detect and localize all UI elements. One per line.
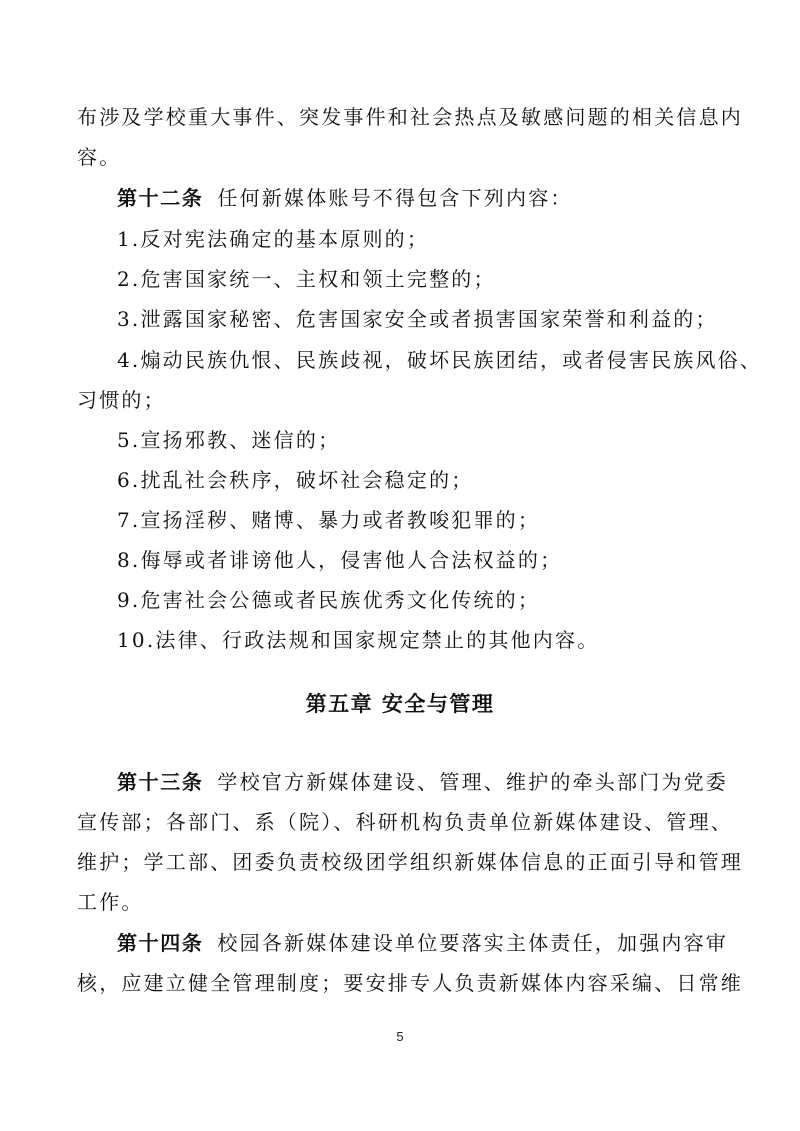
- list-item: 8.侮辱或者诽谤他人，侵害他人合法权益的；: [117, 548, 563, 572]
- article-13-paragraph: [0, 768, 800, 796]
- article-12-label: 第十二条: [117, 186, 204, 210]
- paragraph-line: 布涉及学校重大事件、突发事件和社会热点及敏感问题的相关信息内: [77, 105, 743, 129]
- paragraph-line: 容。: [77, 145, 122, 169]
- article-13-label: 第十三条: [117, 770, 204, 794]
- list-item: 3.泄露国家秘密、危害国家安全或者损害国家荣誉和利益的；: [117, 307, 718, 331]
- list-item-continuation: 习惯的；: [77, 388, 166, 412]
- list-item: 2.危害国家统一、主权和领土完整的；: [117, 267, 496, 291]
- page-number: 5: [396, 1029, 404, 1044]
- article-12-paragraph: [0, 184, 800, 212]
- article-14-paragraph: [0, 929, 800, 957]
- list-item: 6.扰乱社会秩序，破坏社会稳定的；: [117, 468, 474, 492]
- article-14-label: 第十四条: [117, 931, 204, 955]
- paragraph-line: 核，应建立健全管理制度；要安排专人负责新媒体内容采编、日常维: [77, 971, 743, 995]
- article-12-intro: 任何新媒体账号不得包含下列内容：: [217, 186, 573, 210]
- list-item: 7.宣扬淫秽、赌博、暴力或者教唆犯罪的；: [117, 508, 541, 532]
- paragraph-line: 工作。: [77, 890, 144, 914]
- list-item: 1.反对宪法确定的基本原则的；: [117, 227, 430, 251]
- list-item: 9.危害社会公德或者民族优秀文化传统的；: [117, 588, 541, 612]
- paragraph-line: 维护；学工部、团委负责校级团学组织新媒体信息的正面引导和管理: [77, 850, 743, 874]
- list-item: 10.法律、行政法规和国家规定禁止的其他内容。: [117, 628, 600, 652]
- list-item: 5.宣扬邪教、迷信的；: [117, 428, 341, 452]
- paragraph-line: 宣传部；各部门、系（院）、科研机构负责单位新媒体建设、管理、: [77, 810, 733, 834]
- article-14-text: 校园各新媒体建设单位要落实主体责任，加强内容审: [217, 931, 729, 955]
- article-13-text: 学校官方新媒体建设、管理、维护的牵头部门为党委: [217, 770, 729, 794]
- chapter-title: 第五章 安全与管理: [305, 692, 495, 716]
- list-item: 4.煽动民族仇恨、民族歧视，破坏民族团结，或者侵害民族风俗、: [117, 348, 763, 372]
